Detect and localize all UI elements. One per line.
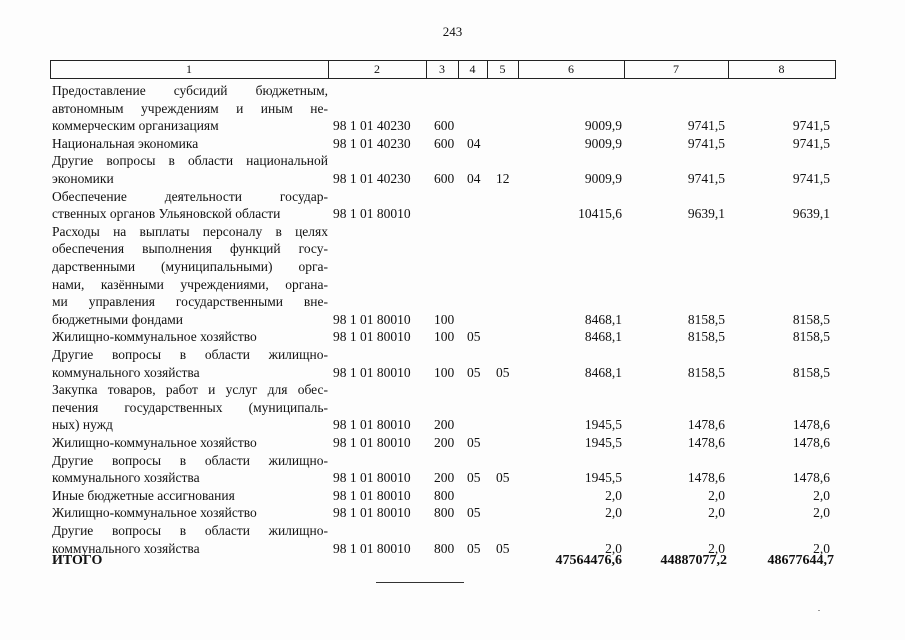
row-col-8: 2,0 [813,505,830,521]
row-description [52,381,328,434]
row-col-3: 100 [434,364,455,380]
table-header-row [50,60,836,78]
row-col-7: 2,0 [708,505,725,521]
total-col-8: 48677644,7 [767,553,834,568]
row-col-7: 1478,6 [687,435,725,450]
row-code: 98 1 01 40230 [333,118,411,134]
row-col-8: 8158,5 [792,329,830,345]
row-col-7: 8158,5 [687,311,725,327]
row-col-3: 200 [434,435,455,450]
description-line: нами, казёнными учреждениями, органа- [52,276,328,292]
description-line: коммунального хозяйства [52,540,200,556]
row-col-7: 8158,5 [687,364,725,380]
row-col-8: 9639,1 [792,206,830,222]
row-code: 98 1 01 80010 [333,435,411,450]
description-line: Иные бюджетные ассигнования [52,487,235,503]
header-col-4: 4 [469,62,476,76]
row-col-5: 12 [496,170,510,186]
row-col-4: 05 [467,540,481,556]
description-line: коммунального хозяйства [52,470,200,486]
row-col-6: 1945,5 [584,417,622,433]
row-col-3: 600 [434,118,455,134]
row-col-7: 8158,5 [687,329,725,345]
row-code: 98 1 01 80010 [333,206,411,222]
closing-rule [376,582,464,583]
row-code: 98 1 01 40230 [333,170,411,186]
row-col-6: 8468,1 [584,311,622,327]
row-code: 98 1 01 80010 [333,487,411,503]
row-col-8: 1478,6 [792,470,830,486]
scan-speck [818,610,820,611]
description-line: бюджетными фондами [52,311,183,327]
row-col-6: 8468,1 [584,364,622,380]
row-col-8: 1478,6 [792,435,830,450]
row-col-3: 800 [434,487,455,503]
row-description [52,188,328,223]
header-col-5: 5 [499,62,506,76]
row-col-7: 9741,5 [687,118,725,134]
row-col-8: 9741,5 [792,135,830,151]
row-col-7: 1478,6 [687,470,725,486]
description-line: Закупка товаров, работ и услуг для обес- [52,382,328,398]
row-col-5: 05 [496,364,510,380]
description-line: экономики [52,170,114,186]
row-col-4: 05 [467,364,481,380]
description-line: Обеспечение деятельности государ- [52,188,328,204]
row-col-6: 9009,9 [584,118,622,134]
row-code: 98 1 01 80010 [333,470,411,486]
row-col-8: 2,0 [813,540,830,556]
row-description [52,152,328,187]
row-code: 98 1 01 80010 [333,505,411,521]
row-code: 98 1 01 80010 [333,417,411,433]
row-col-8: 1478,6 [792,417,830,433]
row-description [52,223,328,329]
row-col-6: 2,0 [605,505,622,521]
total-col-6: 47564476,6 [555,553,622,568]
row-col-4: 05 [467,505,481,521]
row-code: 98 1 01 80010 [333,329,411,345]
total-label: ИТОГО [52,553,103,568]
row-code: 98 1 01 80010 [333,311,411,327]
description-line: коммерческим организациям [52,118,219,134]
row-col-6: 10415,6 [578,206,622,222]
header-col-1: 1 [186,62,192,76]
description-line: Другие вопросы в области национальной [52,153,328,169]
description-line: дарственными (муниципальными) орга- [52,258,328,274]
description-line: Жилищно-коммунальное хозяйство [52,435,257,450]
row-col-3: 600 [434,135,455,151]
description-line: Жилищно-коммунальное хозяйство [52,329,257,345]
header-col-6: 6 [568,62,574,76]
header-col-8: 8 [778,62,785,76]
row-col-6: 8468,1 [584,329,622,345]
description-line: Расходы на выплаты персоналу в целях [52,223,328,239]
description-line: обеспечения выполнения функций госу- [52,241,328,257]
description-line: ных) нужд [52,417,113,433]
page-number: 243 [442,24,463,39]
description-line: автономным учреждениям и иным не- [52,100,328,116]
row-col-8: 8158,5 [792,364,830,380]
row-col-7: 1478,6 [687,417,725,433]
description-line: Другие вопросы в области жилищно- [52,523,328,538]
description-line: Национальная экономика [52,135,199,151]
description-line: ми управления государственными вне- [52,294,328,310]
row-col-4: 05 [467,329,481,345]
row-col-8: 9741,5 [792,118,830,134]
total-col-7: 44887077,2 [660,553,727,568]
row-description [52,522,328,557]
row-col-3: 100 [434,311,455,327]
description-line: коммунального хозяйства [52,364,200,380]
row-col-7: 9741,5 [687,135,725,151]
row-description [52,452,328,487]
row-col-3: 200 [434,470,455,486]
description-line: Другие вопросы в области жилищно- [52,452,328,468]
row-col-3: 800 [434,505,455,521]
row-col-4: 04 [467,135,481,151]
row-description [52,82,328,135]
description-line: Предоставление субсидий бюджетным, [52,83,328,98]
row-col-8: 2,0 [813,487,830,503]
row-description [52,504,328,522]
row-col-6: 2,0 [605,487,622,503]
row-col-6: 2,0 [605,540,622,556]
row-col-5: 05 [496,470,510,486]
row-description [52,328,328,346]
row-col-3: 800 [434,540,455,556]
row-col-3: 100 [434,329,455,345]
row-col-4: 04 [467,170,481,186]
row-description [52,135,328,153]
row-col-6: 1945,5 [584,435,622,450]
row-col-7: 2,0 [708,487,725,503]
row-col-4: 05 [467,470,481,486]
row-col-7: 2,0 [708,540,725,556]
row-col-3: 200 [434,417,455,433]
row-col-7: 9741,5 [687,170,725,186]
header-col-7: 7 [673,62,679,76]
description-line: Другие вопросы в области жилищно- [52,347,328,362]
row-description [52,346,328,381]
row-description [52,434,328,452]
row-col-6: 9009,9 [584,135,622,151]
row-code: 98 1 01 80010 [333,540,411,556]
header-col-3: 3 [439,62,445,76]
row-col-8: 9741,5 [792,170,830,186]
row-col-5: 05 [496,540,510,556]
row-col-3: 600 [434,170,455,186]
description-line: ственных органов Ульяновской области [52,206,281,222]
row-col-6: 1945,5 [584,470,622,486]
description-line: печения государственных (муниципаль- [52,399,328,415]
row-description [52,487,328,505]
row-col-7: 9639,1 [687,206,725,222]
row-code: 98 1 01 80010 [333,364,411,380]
row-col-8: 8158,5 [792,311,830,327]
row-code: 98 1 01 40230 [333,135,411,151]
row-col-4: 05 [467,435,481,450]
description-line: Жилищно-коммунальное хозяйство [52,505,257,521]
row-col-6: 9009,9 [584,170,622,186]
header-col-2: 2 [374,62,380,76]
